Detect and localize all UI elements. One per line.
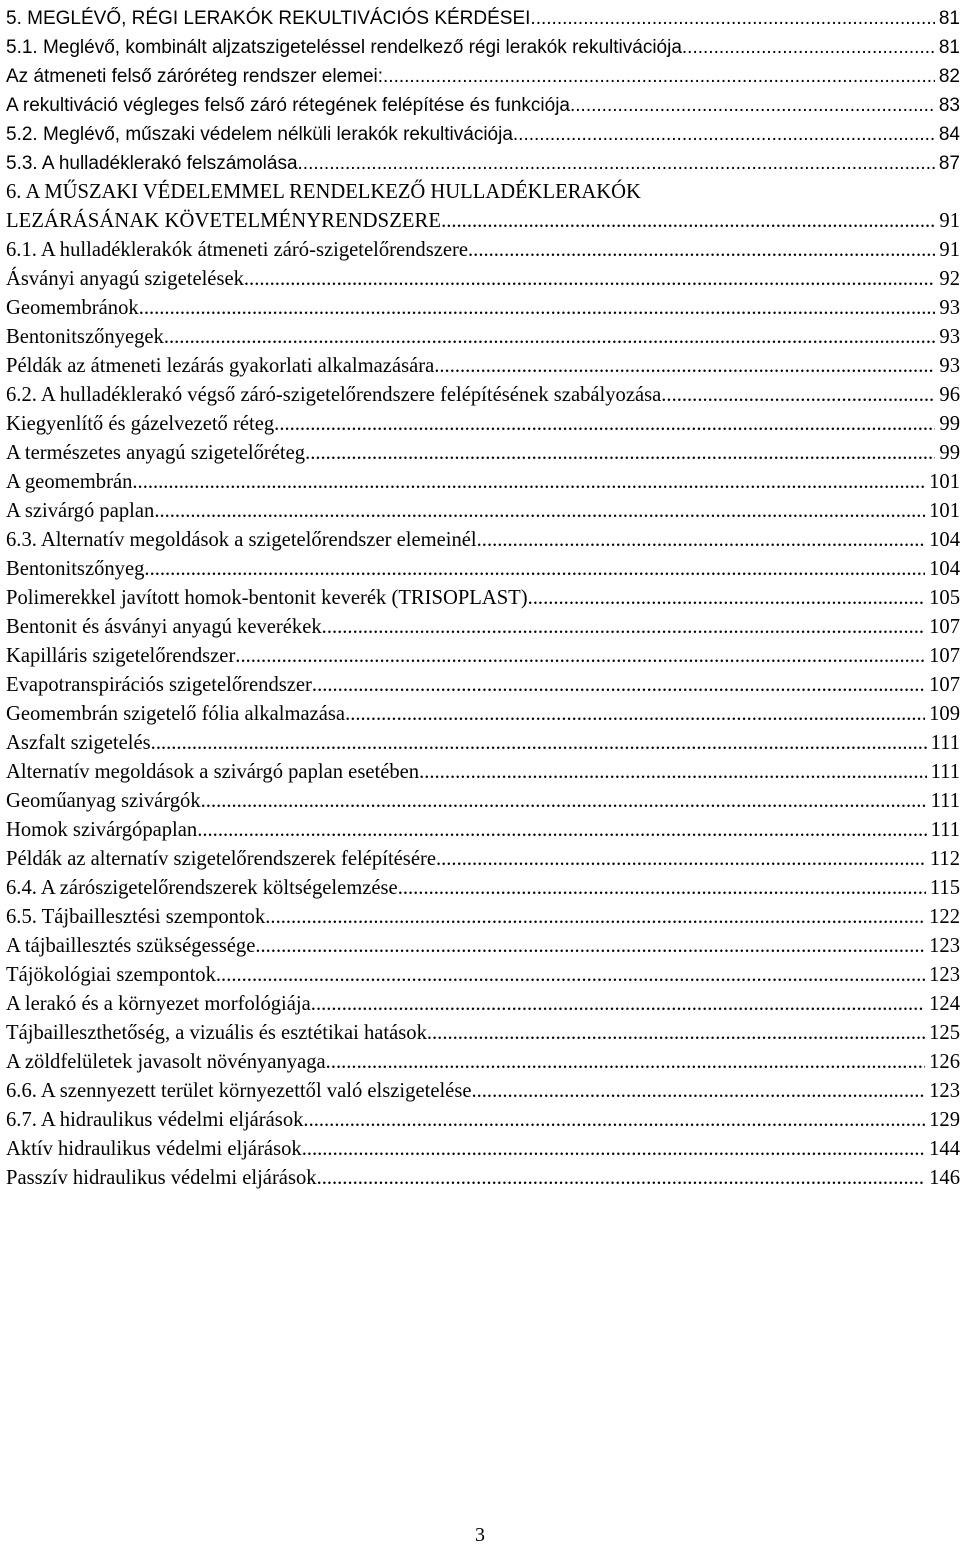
toc-entry-title: Geoműanyag szivárgók [6, 790, 201, 812]
toc-heading-6[interactable] [6, 178, 960, 236]
toc-entry[interactable] [6, 758, 960, 787]
toc-entry-title: 5.3. A hulladéklerakó felszámolása [6, 153, 298, 174]
toc-entry-title: Példák az alternatív szigetelőrendszerek felépítésére [6, 848, 436, 870]
toc-entry-title: LEZÁRÁSÁNAK KÖVETELMÉNYRENDSZERE [6, 210, 442, 232]
toc-entry-title: Kiegyenlítő és gázelvezető réteg [6, 413, 275, 435]
toc-entry[interactable] [6, 700, 960, 729]
toc-entry-page: 99 [939, 413, 960, 435]
toc-entry-title: 6.3. Alternatív megoldások a szigetelőrendszer elemeinél [6, 529, 477, 551]
toc-entry[interactable] [6, 671, 960, 700]
dot-leader [317, 1164, 926, 1193]
dot-leader [398, 874, 926, 903]
toc-entry-page: 104 [929, 529, 960, 551]
toc-entry[interactable] [6, 613, 960, 642]
toc-entry[interactable] [6, 33, 960, 62]
toc-entry-page: 125 [929, 1022, 960, 1044]
toc-entry-page: 111 [930, 790, 960, 812]
toc-entry-page: 84 [938, 124, 960, 145]
dot-leader [255, 932, 925, 961]
toc-entry-page: 93 [939, 326, 960, 348]
toc-entry-page: 111 [930, 819, 960, 841]
dot-leader [139, 294, 936, 323]
dot-leader [216, 961, 925, 990]
toc-entry[interactable] [6, 555, 960, 584]
toc-entry-page: 123 [929, 935, 960, 957]
toc-entry-page: 107 [929, 645, 960, 667]
toc-entry-title: 5. MEGLÉVŐ, RÉGI LERAKÓK REKULTIVÁCIÓS KÉRDÉSEI [6, 8, 531, 29]
toc-entry[interactable] [6, 410, 960, 439]
toc-entry-page: 129 [929, 1109, 960, 1131]
dot-leader [427, 1019, 925, 1048]
toc-entry[interactable] [6, 1077, 960, 1106]
toc-section-5 [6, 4, 960, 178]
dot-leader [144, 555, 925, 584]
toc-entry[interactable] [6, 439, 960, 468]
toc-entry[interactable] [6, 265, 960, 294]
toc-entry-page: 82 [938, 66, 960, 87]
toc-entry[interactable] [6, 294, 960, 323]
toc-entry-title: Ásványi anyagú szigetelések [6, 268, 244, 290]
dot-leader [419, 758, 927, 787]
toc-entry[interactable] [6, 961, 960, 990]
toc-entry[interactable] [6, 903, 960, 932]
toc-entry[interactable] [6, 729, 960, 758]
toc-entry-title: 6.6. A szennyezett terület környezettől való elszigetelése [6, 1080, 472, 1102]
toc-entry-title: Polimerekkel javított homok-bentonit keverék (TRISOPLAST) [6, 587, 528, 609]
toc-entry-title: 6.5. Tájbaillesztési szempontok [6, 906, 266, 928]
dot-leader [164, 323, 936, 352]
toc-entry[interactable] [6, 497, 960, 526]
toc-entry-page: 101 [929, 471, 960, 493]
toc-entry-title: 6.7. A hidraulikus védelmi eljárások [6, 1109, 304, 1131]
dot-leader [244, 265, 936, 294]
toc-entry-title: A természetes anyagú szigetelőréteg [6, 442, 306, 464]
toc-entry-page: 93 [939, 297, 960, 319]
toc-entry-page: 124 [929, 993, 960, 1015]
dot-leader [682, 33, 935, 62]
toc-entry-title: Az átmeneti felső záróréteg rendszer elemei: [6, 66, 384, 87]
toc-entry[interactable] [6, 845, 960, 874]
toc-entry-title: 6.2. A hulladéklerakó végső záró-szigetelőrendszere felépítésének szabályozása [6, 384, 662, 406]
dot-leader [661, 381, 935, 410]
page-number: 3 [475, 1524, 485, 1546]
toc-heading-line2 [6, 207, 960, 236]
toc-entry[interactable] [6, 526, 960, 555]
toc-entry-title: 5.2. Meglévő, műszaki védelem nélküli lerakók rekultivációja [6, 124, 513, 145]
toc-entry-title: Bentonitszőnyegek [6, 326, 164, 348]
toc-entry-page: 81 [938, 8, 960, 29]
toc-entry-title: Passzív hidraulikus védelmi eljárások [6, 1167, 317, 1189]
toc-entry[interactable] [6, 352, 960, 381]
toc-entry[interactable] [6, 1019, 960, 1048]
dot-leader [274, 410, 935, 439]
toc-entry-title: A geomembrán [6, 471, 133, 493]
toc-entry-title: 5.1. Meglévő, kombinált aljzatszigeteléssel rendelkező régi lerakók rekultivációja [6, 37, 682, 58]
dot-leader [477, 526, 925, 555]
toc-entry[interactable] [6, 381, 960, 410]
toc-entry[interactable] [6, 4, 960, 33]
toc-entry-page: 104 [929, 558, 960, 580]
dot-leader [235, 642, 925, 671]
toc-entry-page: 112 [929, 848, 960, 870]
toc-entry[interactable] [6, 323, 960, 352]
toc-entry[interactable] [6, 642, 960, 671]
toc-entry-title: Bentonit és ásványi anyagú keverékek [6, 616, 322, 638]
toc-entry[interactable] [6, 91, 960, 120]
dot-leader [345, 700, 925, 729]
toc-entry[interactable] [6, 990, 960, 1019]
toc-entry[interactable] [6, 874, 960, 903]
dot-leader [383, 62, 935, 91]
toc-entry-page: 123 [929, 964, 960, 986]
dot-leader [322, 613, 925, 642]
toc-entry[interactable] [6, 468, 960, 497]
toc-entry[interactable] [6, 236, 960, 265]
toc-entry-title: Evapotranspirációs szigetelőrendszer [6, 674, 312, 696]
toc-entry-page: 126 [929, 1051, 960, 1073]
toc-entry-title: Bentonitszőnyeg [6, 558, 145, 580]
toc-entry-page: 91 [939, 210, 960, 232]
toc-entry-page: 109 [929, 703, 960, 725]
dot-leader [151, 729, 927, 758]
toc-entry-title: A rekultiváció végleges felső záró rétegének felépítése és funkciója [6, 95, 570, 116]
toc-entry-page: 101 [929, 500, 960, 522]
dot-leader [298, 149, 935, 178]
toc-entry[interactable] [6, 120, 960, 149]
toc-entry-page: 83 [938, 95, 960, 116]
toc-entry[interactable] [6, 787, 960, 816]
dot-leader [513, 120, 935, 149]
toc-entry-page: 144 [929, 1138, 960, 1160]
dot-leader [303, 1106, 925, 1135]
toc-entry[interactable] [6, 1106, 960, 1135]
toc-entry-title: Tájökológiai szempontok [6, 964, 216, 986]
toc-entry[interactable] [6, 1164, 960, 1193]
toc-entry-title: Alternatív megoldások a szivárgó paplan esetében [6, 761, 420, 783]
dot-leader [302, 1135, 925, 1164]
toc-entry-title: A tájbaillesztés szükségessége [6, 935, 256, 957]
toc-entry[interactable] [6, 1135, 960, 1164]
toc-entry-title: A szivárgó paplan [6, 500, 155, 522]
toc-entry-title: Geomembrán szigetelő fólia alkalmazása [6, 703, 346, 725]
toc-entry-page: 111 [930, 732, 960, 754]
dot-leader [436, 845, 926, 874]
toc-entry-title: 6.4. A zárószigetelőrendszerek költségelemzése [6, 877, 398, 899]
table-of-contents [6, 4, 960, 1193]
toc-entry-title: 6.1. A hulladéklerakók átmeneti záró-szigetelőrendszere [6, 239, 469, 261]
dot-leader [265, 903, 925, 932]
toc-entry-title: Geomembránok [6, 297, 139, 319]
toc-entry[interactable] [6, 584, 960, 613]
toc-entry[interactable] [6, 62, 960, 91]
toc-section-6 [6, 236, 960, 1193]
toc-entry-page: 81 [938, 37, 960, 58]
toc-entry-page: 146 [929, 1167, 960, 1189]
toc-entry-title: A zöldfelületek javasolt növényanyaga [6, 1051, 326, 1073]
dot-leader [312, 671, 925, 700]
dot-leader [468, 236, 935, 265]
toc-entry-title: Aktív hidraulikus védelmi eljárások [6, 1138, 302, 1160]
dot-leader [326, 1048, 925, 1077]
toc-entry-page: 96 [939, 384, 960, 406]
toc-heading-line1: 6. A MŰSZAKI VÉDELEMMEL RENDELKEZŐ HULLADÉKLERAKÓK [6, 181, 641, 203]
toc-entry-page: 122 [929, 906, 960, 928]
toc-entry-page: 105 [929, 587, 960, 609]
toc-entry[interactable] [6, 932, 960, 961]
dot-leader [471, 1077, 925, 1106]
dot-leader [197, 816, 926, 845]
toc-entry[interactable] [6, 149, 960, 178]
dot-leader [132, 468, 925, 497]
dot-leader [311, 990, 925, 1019]
toc-entry-title: Példák az átmeneti lezárás gyakorlati alkalmazására [6, 355, 435, 377]
dot-leader [570, 91, 935, 120]
dot-leader [434, 352, 935, 381]
toc-entry-title: A lerakó és a környezet morfológiája [6, 993, 311, 1015]
dot-leader [201, 787, 927, 816]
toc-entry-title: Kapilláris szigetelőrendszer [6, 645, 236, 667]
dot-leader [154, 497, 925, 526]
dot-leader [528, 584, 925, 613]
dot-leader [530, 4, 934, 33]
toc-entry-page: 87 [938, 153, 960, 174]
toc-entry-page: 99 [939, 442, 960, 464]
toc-entry-title: Tájbailleszthetőség, a vizuális és esztétikai hatások [6, 1022, 427, 1044]
toc-entry-title: Aszfalt szigetelés [6, 732, 151, 754]
toc-entry-page: 91 [939, 239, 960, 261]
toc-entry-page: 107 [929, 616, 960, 638]
dot-leader [441, 207, 935, 236]
toc-entry-title: Homok szivárgópaplan [6, 819, 198, 841]
dot-leader [305, 439, 935, 468]
toc-entry-page: 115 [929, 877, 960, 899]
toc-entry-page: 111 [930, 761, 960, 783]
toc-entry-page: 107 [929, 674, 960, 696]
toc-entry-page: 123 [929, 1080, 960, 1102]
toc-entry-page: 93 [939, 355, 960, 377]
toc-entry[interactable] [6, 1048, 960, 1077]
toc-entry[interactable] [6, 816, 960, 845]
toc-entry-page: 92 [939, 268, 960, 290]
